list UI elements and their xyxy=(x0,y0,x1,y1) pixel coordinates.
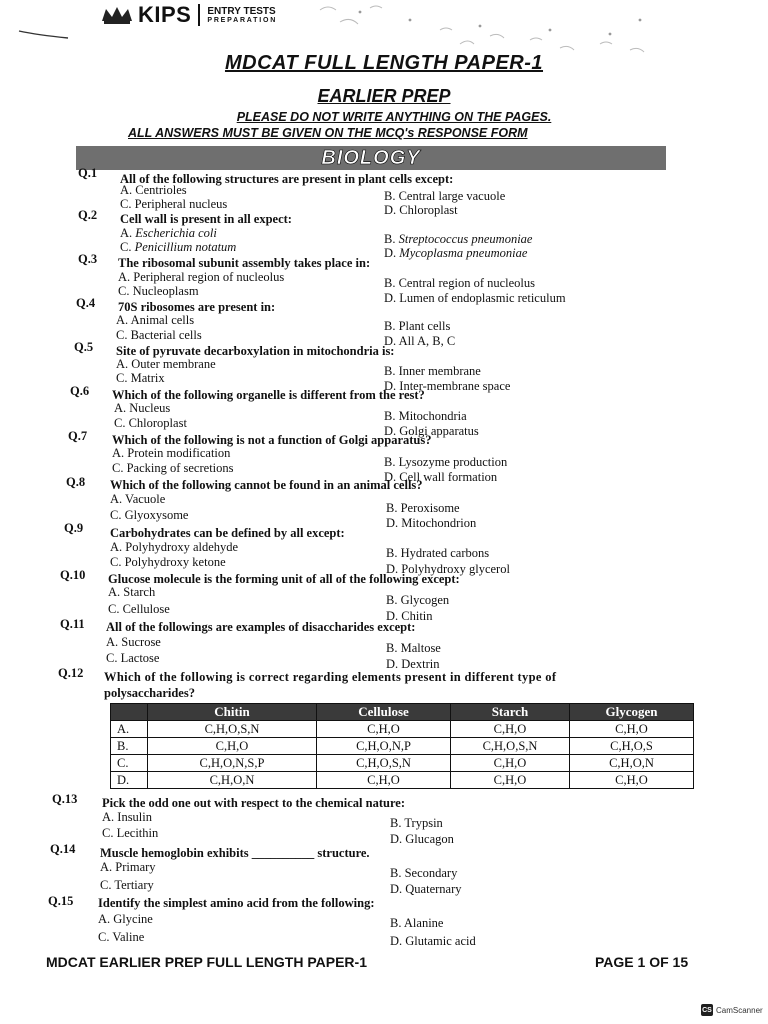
option-a: A. Glycine xyxy=(98,912,153,926)
option-c: C. Nucleoplasm xyxy=(118,284,199,298)
option-c-label: C. xyxy=(120,240,135,254)
option-a: A. Peripheral region of nucleolus xyxy=(118,270,285,284)
option-b xyxy=(384,232,532,247)
option-b: B. Central region of nucleolus xyxy=(384,276,536,290)
table-cell: C,H,O,S,N xyxy=(317,755,451,772)
table-cell: C,H,O,N xyxy=(570,755,694,772)
question-number: Q.14 xyxy=(50,842,76,856)
table-cell: C,H,O xyxy=(570,721,694,738)
option-b: B. Alanine xyxy=(390,916,444,930)
option-a: A. Insulin xyxy=(102,810,152,824)
option-b: B. Central large vacuole xyxy=(384,189,506,203)
question-text: Which of the following is not a function of Golgi apparatus? xyxy=(112,433,432,447)
question-text: The ribosomal subunit assembly takes place in: xyxy=(118,256,371,270)
option-d xyxy=(384,246,527,261)
brand-sub-line-1: ENTRY TESTS xyxy=(207,5,276,17)
option-b: B. Peroxisome xyxy=(386,501,460,515)
table-header-cellulose: Cellulose xyxy=(317,704,451,721)
option-c: C. Peripheral nucleus xyxy=(120,197,228,211)
option-d: D. Glutamic acid xyxy=(390,934,476,948)
option-a: A. Primary xyxy=(100,860,156,874)
option-d: D. Chloroplast xyxy=(384,203,458,217)
question-text: Pick the odd one out with respect to the chemical nature: xyxy=(102,796,405,810)
option-c: C. Glyoxysome xyxy=(110,508,189,522)
option-d: D. Polyhydroxy glycerol xyxy=(386,562,510,576)
brand-sub-line-2: PREPARATION xyxy=(207,16,278,24)
question-text: Identify the simplest amino acid from the following: xyxy=(98,896,375,910)
table-cell: C,H,O xyxy=(317,772,451,789)
brand-name: KIPS xyxy=(138,2,192,27)
kips-logo xyxy=(100,2,277,28)
option-c: C. Cellulose xyxy=(108,602,170,616)
question-text: Which of the following organelle is different from the rest? xyxy=(112,388,425,402)
table-row xyxy=(111,721,694,738)
option-a-species: Escherichia coli xyxy=(135,226,217,240)
option-d-species: Mycoplasma pneumoniae xyxy=(399,246,528,260)
brand-divider xyxy=(198,4,200,26)
option-c-species: Penicillium notatum xyxy=(134,240,237,254)
option-b-label: B. xyxy=(384,232,399,246)
option-d-label: D. xyxy=(384,246,400,260)
table-row xyxy=(111,772,694,789)
section-banner xyxy=(76,146,666,170)
camscanner-icon: CS xyxy=(701,1004,713,1016)
table-cell: C,H,O xyxy=(451,772,570,789)
crown-icon xyxy=(100,5,134,25)
option-b: B. Plant cells xyxy=(384,319,451,333)
instruction-notice-answers: ALL ANSWERS MUST BE GIVEN ON THE MCQ's RESPONSE FORM xyxy=(128,126,528,140)
table-header-row xyxy=(111,704,694,721)
question-number: Q.7 xyxy=(68,429,88,443)
footer-paper-name: MDCAT EARLIER PREP FULL LENGTH PAPER-1 xyxy=(46,954,367,970)
question-text: Which of the following cannot be found in an animal cells? xyxy=(110,478,423,492)
question-text: All of the following structures are present in plant cells except: xyxy=(120,172,454,186)
option-c xyxy=(120,240,236,255)
option-c: C. Chloroplast xyxy=(114,416,187,430)
question-number: Q.10 xyxy=(60,568,86,582)
table-cell: C,H,O xyxy=(570,772,694,789)
question-number: Q.6 xyxy=(70,384,90,398)
option-d: D. Inter-membrane space xyxy=(384,379,511,393)
table-cell: C,H,O xyxy=(451,755,570,772)
instruction-notice: PLEASE DO NOT WRITE ANYTHING ON THE PAGES. xyxy=(236,110,552,124)
option-b: B. Maltose xyxy=(386,641,441,655)
section-title: BIOLOGY xyxy=(321,146,421,169)
elements-table xyxy=(110,703,694,789)
option-c: C. Matrix xyxy=(116,371,165,385)
option-d: D. All A, B, C xyxy=(384,334,456,348)
option-d: D. Glucagon xyxy=(390,832,454,846)
footer-page-number: PAGE 1 OF 15 xyxy=(595,954,689,970)
camscanner-watermark xyxy=(701,1004,763,1016)
pen-mark-decoration xyxy=(18,28,70,40)
table-cell: C,H,O,S xyxy=(570,738,694,755)
question-number: Q.9 xyxy=(64,521,84,535)
question-text: 70S ribosomes are present in: xyxy=(118,300,276,314)
question-text: Carbohydrates can be defined by all except: xyxy=(110,526,345,540)
answer-blank: __________ xyxy=(251,846,315,860)
question-text: All of the followings are examples of disaccharides except: xyxy=(106,620,416,634)
brand-subtitle xyxy=(207,7,277,24)
option-c: C. Lecithin xyxy=(102,826,159,840)
option-b-species: Streptococcus pneumoniae xyxy=(398,232,533,246)
table-header-glycogen: Glycogen xyxy=(570,704,694,721)
table-cell-label: D. xyxy=(111,772,148,789)
option-d: D. Dextrin xyxy=(386,657,440,671)
question-text: Which of the following is correct regarding elements present in different type of xyxy=(104,670,557,684)
table-header-chitin: Chitin xyxy=(148,704,317,721)
question-text: Glucose molecule is the forming unit of all of the following except: xyxy=(108,572,460,586)
option-d: D. Chitin xyxy=(386,609,433,623)
option-d: D. Quaternary xyxy=(390,882,462,896)
table-cell-label: B. xyxy=(111,738,148,755)
question-text xyxy=(100,846,370,861)
option-a: A. Polyhydroxy aldehyde xyxy=(110,540,239,554)
question-text-continued: polysaccharides? xyxy=(104,686,195,700)
option-d: D. Golgi apparatus xyxy=(384,424,479,438)
option-b: B. Mitochondria xyxy=(384,409,467,423)
option-a: A. Nucleus xyxy=(114,401,171,415)
option-a: A. Sucrose xyxy=(106,635,161,649)
option-a: A. Outer membrane xyxy=(116,357,216,371)
table-cell: C,H,O,S,N xyxy=(451,738,570,755)
option-b: B. Inner membrane xyxy=(384,364,481,378)
table-header-corner xyxy=(111,704,148,721)
option-c: C. Bacterial cells xyxy=(116,328,202,342)
option-b: B. Hydrated carbons xyxy=(386,546,490,560)
option-d: D. Mitochondrion xyxy=(386,516,477,530)
paper-title: MDCAT FULL LENGTH PAPER-1 xyxy=(224,52,544,74)
option-c: C. Valine xyxy=(98,930,145,944)
option-b: B. Secondary xyxy=(390,866,458,880)
table-cell-label: C. xyxy=(111,755,148,772)
option-a: A. Protein modification xyxy=(112,446,231,460)
option-a-label: A. xyxy=(120,226,136,240)
option-a: A. Starch xyxy=(108,585,156,599)
question-number: Q.1 xyxy=(78,166,98,180)
question-number: Q.5 xyxy=(74,340,94,354)
question-number: Q.4 xyxy=(76,296,96,310)
option-a: A. Centrioles xyxy=(120,183,187,197)
table-row xyxy=(111,738,694,755)
option-c: C. Packing of secretions xyxy=(112,461,234,475)
option-d: D. Cell wall formation xyxy=(384,470,498,484)
option-a: A. Vacuole xyxy=(110,492,166,506)
question-text: Cell wall is present in all expect: xyxy=(120,212,292,226)
table-cell: C,H,O,N,S,P xyxy=(148,755,317,772)
question-number: Q.2 xyxy=(78,208,98,222)
question-number: Q.8 xyxy=(66,475,86,489)
question-number: Q.3 xyxy=(78,252,98,266)
option-c: C. Polyhydroxy ketone xyxy=(110,555,226,569)
question-text-end: structure. xyxy=(317,846,370,860)
table-cell: C,H,O,N xyxy=(148,772,317,789)
table-row xyxy=(111,755,694,772)
question-number: Q.12 xyxy=(58,666,84,680)
table-cell: C,H,O xyxy=(148,738,317,755)
option-a xyxy=(120,226,217,241)
option-a: A. Animal cells xyxy=(116,313,195,327)
question-text: Site of pyruvate decarboxylation in mitochondria is: xyxy=(116,344,395,358)
table-cell: C,H,O xyxy=(317,721,451,738)
option-b: B. Glycogen xyxy=(386,593,450,607)
table-cell-label: A. xyxy=(111,721,148,738)
paper-subtitle: EARLIER PREP xyxy=(317,86,451,106)
option-d: D. Lumen of endoplasmic reticulum xyxy=(384,291,566,305)
question-number: Q.11 xyxy=(60,617,85,631)
option-b: B. Lysozyme production xyxy=(384,455,508,469)
table-header-starch: Starch xyxy=(451,704,570,721)
option-c: C. Lactose xyxy=(106,651,160,665)
question-text-start: Muscle hemoglobin exhibits xyxy=(100,846,249,860)
option-c: C. Tertiary xyxy=(100,878,154,892)
table-cell: C,H,O,S,N xyxy=(148,721,317,738)
table-cell: C,H,O xyxy=(451,721,570,738)
camscanner-label: CamScanner xyxy=(716,1005,763,1015)
option-b: B. Trypsin xyxy=(390,816,443,830)
question-number: Q.15 xyxy=(48,894,74,908)
table-cell: C,H,O,N,P xyxy=(317,738,451,755)
question-number: Q.13 xyxy=(52,792,78,806)
